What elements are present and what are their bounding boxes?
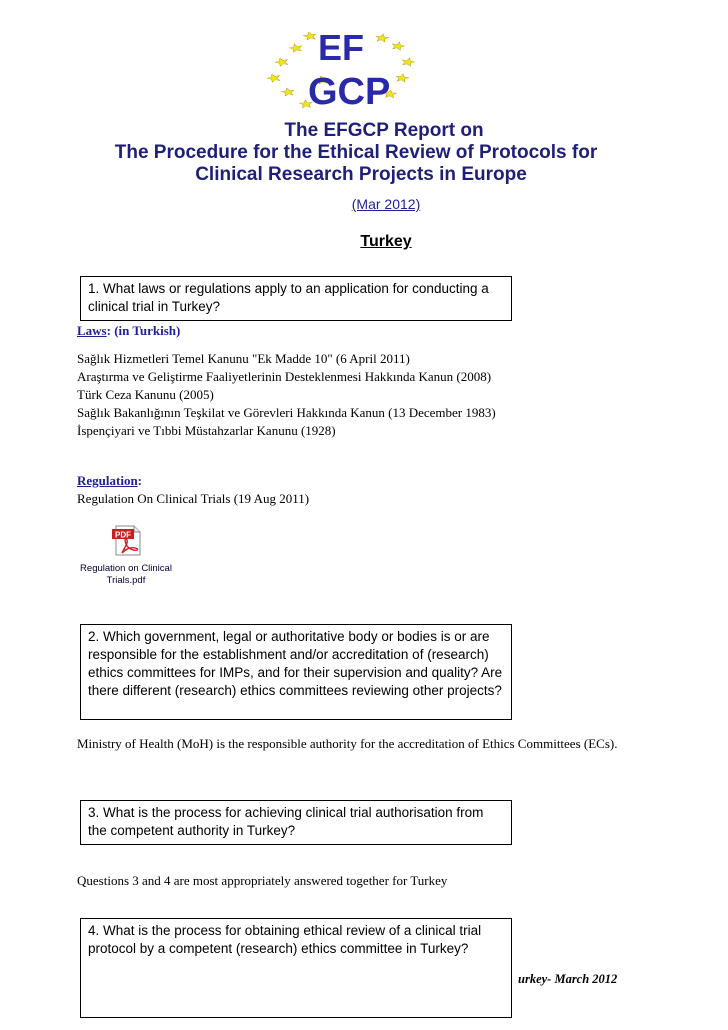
question-4-box xyxy=(80,918,512,1018)
question-2-answer: Ministry of Health (MoH) is the responsible authority for the accreditation of Ethics Committees (ECs). xyxy=(77,736,618,751)
law-item: Araştırma ve Geliştirme Faaliyetlerinin Desteklenmesi Hakkında Kanun (2008) xyxy=(77,369,492,384)
title-line-3: Clinical Research Projects in Europe xyxy=(195,164,527,185)
regulation-heading-colon: : xyxy=(137,473,143,488)
laws-heading-label: Laws xyxy=(77,323,107,338)
regulation-heading xyxy=(77,472,142,490)
title-line-2: The Procedure for the Ethical Review of Protocols for xyxy=(114,142,598,163)
law-item: İspençiyari ve Tıbbi Müstahzarlar Kanunu (1928) xyxy=(77,423,336,438)
pdf-attachment[interactable] xyxy=(72,525,182,587)
laws-heading xyxy=(77,322,180,340)
laws-list xyxy=(77,350,496,440)
report-title xyxy=(0,120,728,186)
regulation-heading-label: Regulation xyxy=(77,473,138,488)
country-heading: Turkey xyxy=(360,233,412,250)
law-item: Sağlık Hizmetleri Temel Kanunu "Ek Madde 10" (6 April 2011) xyxy=(77,351,410,366)
laws-heading-suffix: : (in Turkish) xyxy=(106,323,181,338)
question-3-answer: Questions 3 and 4 are most appropriately answered together for Turkey xyxy=(77,873,448,888)
title-line-1: The EFGCP Report on xyxy=(284,120,484,141)
pdf-badge-text: PDF xyxy=(115,530,131,540)
report-date: (Mar 2012) xyxy=(351,196,421,212)
page-footer: urkey- March 2012 xyxy=(518,972,618,986)
question-1-box xyxy=(80,276,512,321)
logo-bottom-text: GCP xyxy=(308,71,391,113)
logo-top-text: EF xyxy=(318,27,365,68)
question-4-text: 4. What is the process for obtaining ethical review of a clinical trial protocol by a competent (research) ethics committee in Turkey? xyxy=(88,923,482,956)
law-item: Türk Ceza Kanunu (2005) xyxy=(77,387,214,402)
question-2-box xyxy=(80,624,512,720)
question-3-box xyxy=(80,800,512,845)
efgcp-logo-graphic xyxy=(262,18,424,116)
pdf-filename: Regulation on Clinical Trials.pdf xyxy=(80,563,172,586)
efgcp-logo xyxy=(262,18,424,116)
question-3-text: 3. What is the process for achieving clinical trial authorisation from the competent authority in Turkey? xyxy=(88,805,484,838)
question-1-text: 1. What laws or regulations apply to an application for conducting a clinical trial in Turkey? xyxy=(88,281,489,314)
pdf-icon xyxy=(110,525,144,557)
question-2-text: 2. Which government, legal or authoritative body or bodies is or are responsible for the establishment and/or accreditation of (research) ethics committees for IMPs, and for their supervision and quality? Are there different (research) ethics committees reviewing other projects? xyxy=(88,629,503,698)
regulation-text: Regulation On Clinical Trials (19 Aug 2011) xyxy=(77,491,310,506)
law-item: Sağlık Bakanlığının Teşkilat ve Görevleri Hakkında Kanun (13 December 1983) xyxy=(77,405,496,420)
